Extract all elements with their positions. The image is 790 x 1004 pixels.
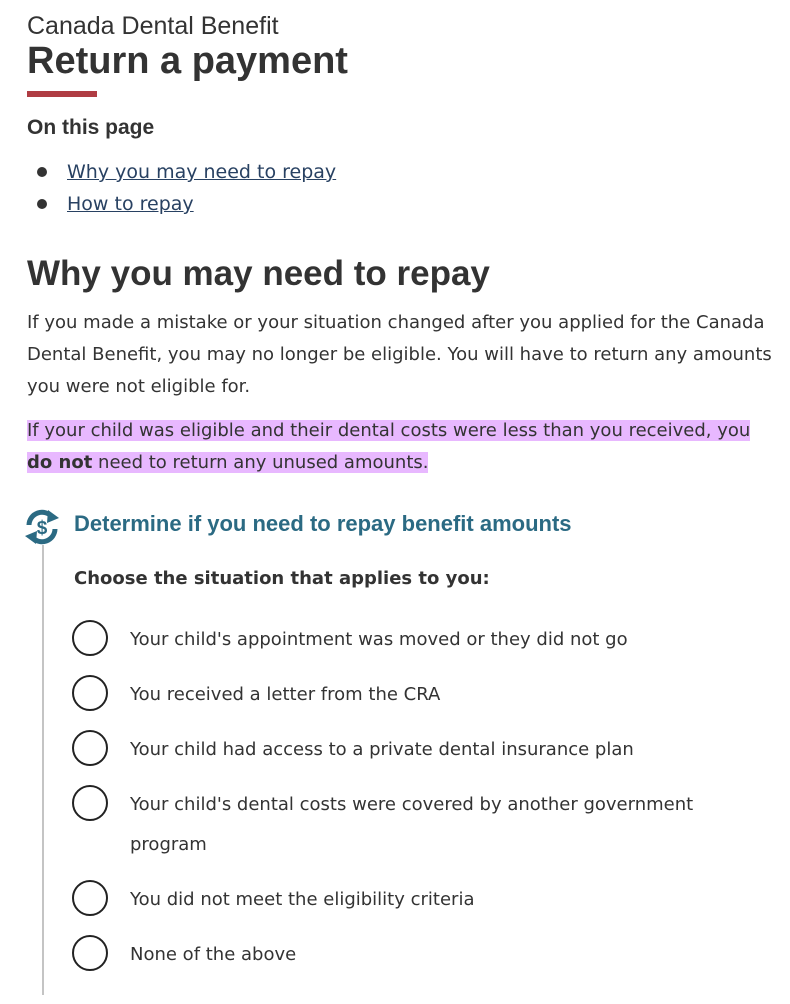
option-label[interactable]: Your child's appointment was moved or they did not go bbox=[130, 629, 628, 650]
svg-text:$: $ bbox=[36, 518, 48, 539]
page-pre-title: Canada Dental Benefit bbox=[27, 12, 279, 40]
toc-item bbox=[27, 188, 336, 220]
highlight-text-after: need to return any unused amounts. bbox=[92, 452, 429, 473]
section-paragraph: If you made a mistake or your situation changed after you applied for the Canada Dental Benefit, you may no longer be eligible. You will have to return any amounts you were not eligible for. bbox=[27, 312, 772, 397]
widget-title: Determine if you need to repay benefit amounts bbox=[74, 511, 572, 536]
radio-button[interactable] bbox=[72, 785, 108, 821]
option-label[interactable]: You did not meet the eligibility criteria bbox=[130, 889, 475, 910]
widget-vertical-line bbox=[42, 545, 44, 995]
widget-prompt: Choose the situation that applies to you: bbox=[74, 568, 490, 589]
bullet-icon bbox=[37, 167, 47, 177]
title-underline bbox=[27, 91, 97, 97]
toc-heading: On this page bbox=[27, 116, 155, 139]
option-label[interactable]: None of the above bbox=[130, 944, 297, 965]
option-label[interactable]: Your child had access to a private dental insurance plan bbox=[130, 739, 634, 760]
section-heading: Why you may need to repay bbox=[27, 254, 490, 293]
highlighted-paragraph bbox=[27, 415, 777, 479]
radio-button[interactable] bbox=[72, 935, 108, 971]
toc-list bbox=[27, 156, 336, 220]
radio-button[interactable] bbox=[72, 675, 108, 711]
bullet-icon bbox=[37, 199, 47, 209]
radio-button[interactable] bbox=[72, 730, 108, 766]
page-title: Return a payment bbox=[27, 40, 348, 82]
toc-item bbox=[27, 156, 336, 188]
option-label[interactable]: Your child's dental costs were covered by another government program bbox=[130, 794, 694, 855]
option-label[interactable]: You received a letter from the CRA bbox=[130, 684, 441, 705]
radio-button[interactable] bbox=[72, 620, 108, 656]
radio-button[interactable] bbox=[72, 880, 108, 916]
toc-link-why-repay[interactable]: Why you may need to repay bbox=[67, 161, 337, 183]
toc-link-how-to-repay[interactable]: How to repay bbox=[67, 193, 194, 215]
highlight-text-before: If your child was eligible and their dental costs were less than you received, you bbox=[27, 420, 751, 441]
refresh-dollar-icon bbox=[21, 506, 63, 548]
highlight-bold-text: do not bbox=[27, 452, 93, 473]
